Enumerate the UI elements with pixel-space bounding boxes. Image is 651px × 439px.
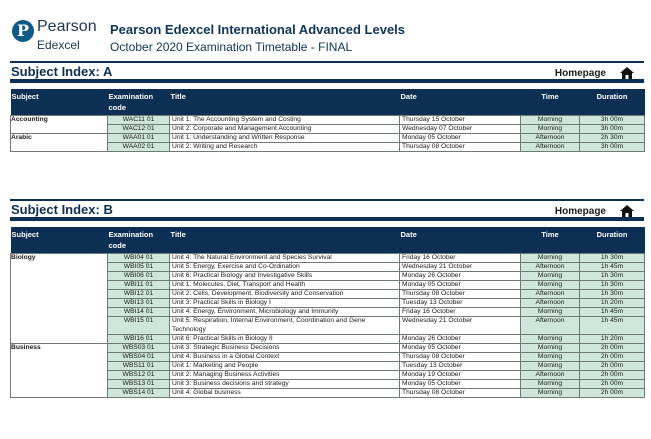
col-subject: Subject: [11, 89, 108, 116]
title-cell: Unit 2: Managing Business Activities: [170, 371, 400, 380]
code-cell: WBI06 01: [108, 272, 170, 281]
col-subject: Subject: [11, 227, 108, 254]
date-cell: Monday 26 October: [400, 272, 521, 281]
table-header-row: [11, 89, 645, 116]
date-cell: Thursday 15 October: [400, 116, 521, 125]
table-row: [11, 281, 645, 290]
table-row: [11, 335, 645, 344]
code-cell: WAA02 01: [108, 143, 170, 152]
time-cell: Morning: [521, 353, 580, 362]
duration-cell: 2h 30m: [580, 134, 645, 143]
table-row: [11, 371, 645, 380]
code-cell: WBI12 01: [108, 290, 170, 299]
col-date: Date: [400, 227, 521, 254]
date-cell: Thursday 08 October: [400, 290, 521, 299]
subject-cell: [11, 371, 108, 380]
col-title: Title: [170, 227, 400, 254]
code-cell: WBS14 01: [108, 389, 170, 398]
title-cell: Unit 2: Writing and Research: [170, 143, 400, 152]
duration-cell: 2h 00m: [580, 380, 645, 389]
col-time: Time: [521, 227, 580, 254]
code-cell: WBI05 01: [108, 263, 170, 272]
logo-pearson-text: Pearson: [37, 18, 97, 35]
table-row: [11, 263, 645, 272]
subject-cell: [11, 299, 108, 308]
duration-cell: 3h 00m: [580, 125, 645, 134]
table-row: [11, 272, 645, 281]
date-cell: Wednesday 07 October: [400, 125, 521, 134]
title-cell: Unit 4: The Natural Environment and Species Survival: [170, 254, 400, 263]
time-cell: Afternoon: [521, 143, 580, 152]
duration-cell: 1h 45m: [580, 263, 645, 272]
duration-cell: 2h 00m: [580, 362, 645, 371]
subject-cell: [11, 263, 108, 272]
table-row: [11, 308, 645, 317]
table-row: [11, 134, 645, 143]
col-code: Examination code: [108, 89, 170, 116]
code-cell: WAC12 01: [108, 125, 170, 134]
table-row: [11, 353, 645, 362]
logo-edexcel-text: Edexcel: [37, 38, 80, 52]
title-cell: Unit 3: Practical Skills in Biology I: [170, 299, 400, 308]
code-cell: WBS12 01: [108, 371, 170, 380]
duration-cell: 2h 00m: [580, 353, 645, 362]
code-cell: WBI15 01: [108, 317, 170, 335]
date-cell: Wednesday 21 October: [400, 317, 521, 335]
time-cell: Morning: [521, 344, 580, 353]
duration-cell: 1h 20m: [580, 335, 645, 344]
title-cell: Unit 6: Practical Biology and Investigative Skills: [170, 272, 400, 281]
homepage-link[interactable]: Homepage: [554, 68, 606, 79]
code-cell: WBS03 01: [108, 344, 170, 353]
date-cell: Thursday 08 October: [400, 143, 521, 152]
date-cell: Monday 26 October: [400, 335, 521, 344]
subject-cell: [11, 389, 108, 398]
table-row: [11, 290, 645, 299]
table-row: [11, 380, 645, 389]
code-cell: WAC11 01: [108, 116, 170, 125]
title-cell: Unit 1: Understanding and Written Response: [170, 134, 400, 143]
table-row: [11, 254, 645, 263]
title-cell: Unit 2: Cells, Development, Biodiversity and Conservation: [170, 290, 400, 299]
section-b-header: [10, 199, 644, 221]
time-cell: Afternoon: [521, 290, 580, 299]
subject-cell: [11, 290, 108, 299]
duration-cell: 3h 00m: [580, 143, 645, 152]
section-b-title: Subject Index: B: [11, 202, 113, 217]
time-cell: Morning: [521, 362, 580, 371]
home-icon[interactable]: [620, 67, 634, 79]
col-title: Title: [170, 89, 400, 116]
code-cell: WBI11 01: [108, 281, 170, 290]
time-cell: Afternoon: [521, 263, 580, 272]
date-cell: Monday 05 October: [400, 344, 521, 353]
date-cell: Thursday 08 October: [400, 389, 521, 398]
time-cell: Morning: [521, 281, 580, 290]
duration-cell: 1h 45m: [580, 308, 645, 317]
time-cell: Morning: [521, 380, 580, 389]
title-cell: Unit 2: Corporate and Management Accounting: [170, 125, 400, 134]
time-cell: Afternoon: [521, 317, 580, 335]
duration-cell: 2h 00m: [580, 344, 645, 353]
date-cell: Monday 19 October: [400, 371, 521, 380]
subject-cell: [11, 317, 108, 335]
time-cell: Morning: [521, 254, 580, 263]
title-cell: Unit 1: Molecules, Diet, Transport and Health: [170, 281, 400, 290]
col-duration: Duration: [580, 227, 645, 254]
col-time: Time: [521, 89, 580, 116]
code-cell: WBS04 01: [108, 353, 170, 362]
time-cell: Morning: [521, 116, 580, 125]
subject-cell: [11, 272, 108, 281]
title-cell: Unit 4: Energy, Environment, Microbiology and Immunity: [170, 308, 400, 317]
duration-cell: 3h 00m: [580, 116, 645, 125]
code-cell: WBI14 01: [108, 308, 170, 317]
table-row: [11, 125, 645, 134]
subject-cell: [11, 362, 108, 371]
subject-cell: [11, 335, 108, 344]
subject-cell: [11, 125, 108, 134]
time-cell: Morning: [521, 389, 580, 398]
date-cell: Tuesday 13 October: [400, 299, 521, 308]
duration-cell: 2h 00m: [580, 389, 645, 398]
col-code: Examination code: [108, 227, 170, 254]
title-cell: Unit 3: Business decisions and strategy: [170, 380, 400, 389]
date-cell: Monday 05 October: [400, 380, 521, 389]
title-cell: Unit 4: Global business: [170, 389, 400, 398]
date-cell: Friday 16 October: [400, 254, 521, 263]
time-cell: Morning: [521, 308, 580, 317]
table-row: [11, 317, 645, 335]
duration-cell: 1h 20m: [580, 299, 645, 308]
duration-cell: 1h 30m: [580, 272, 645, 281]
subject-cell: Business: [11, 344, 108, 353]
code-cell: WBS13 01: [108, 380, 170, 389]
subject-cell: [11, 380, 108, 389]
col-date: Date: [400, 89, 521, 116]
duration-cell: 1h 30m: [580, 254, 645, 263]
title-cell: Unit 5: Energy, Exercise and Co-Ordination: [170, 263, 400, 272]
table-row: [11, 362, 645, 371]
subject-cell: [11, 143, 108, 152]
duration-cell: 1h 30m: [580, 281, 645, 290]
title-cell: Unit 1: The Accounting System and Costing: [170, 116, 400, 125]
title-cell: Unit 1: Marketing and People: [170, 362, 400, 371]
table-header-row: [11, 227, 645, 254]
page-title: Pearson Edexcel International Advanced Levels: [110, 22, 406, 37]
time-cell: Afternoon: [521, 371, 580, 380]
code-cell: WBS11 01: [108, 362, 170, 371]
duration-cell: 1h 45m: [580, 317, 645, 335]
date-cell: Thursday 08 October: [400, 353, 521, 362]
title-cell: Unit 5: Respiration, Internal Environment, Coordination and Gene Technology: [170, 317, 400, 335]
subject-cell: [11, 281, 108, 290]
subject-cell: Biology: [11, 254, 108, 263]
title-cell: Unit 3: Strategic Business Decisions: [170, 344, 400, 353]
homepage-link[interactable]: Homepage: [554, 206, 606, 217]
date-cell: Monday 05 October: [400, 134, 521, 143]
section-a: [10, 61, 644, 152]
date-cell: Tuesday 13 October: [400, 362, 521, 371]
code-cell: WBI16 01: [108, 335, 170, 344]
table-row: [11, 389, 645, 398]
code-cell: WBI13 01: [108, 299, 170, 308]
title-cell: Unit 6: Practical Skills in Biology II: [170, 335, 400, 344]
date-cell: Wednesday 21 October: [400, 263, 521, 272]
subject-cell: Arabic: [11, 134, 108, 143]
time-cell: Morning: [521, 272, 580, 281]
table-row: [11, 344, 645, 353]
table-row: [11, 299, 645, 308]
time-cell: Afternoon: [521, 134, 580, 143]
code-cell: WBI04 01: [108, 254, 170, 263]
time-cell: Afternoon: [521, 299, 580, 308]
table-row: [11, 143, 645, 152]
code-cell: WAA01 01: [108, 134, 170, 143]
subject-cell: [11, 308, 108, 317]
date-cell: Monday 05 October: [400, 281, 521, 290]
title-cell: Unit 4: Business in a Global Context: [170, 353, 400, 362]
section-b: [10, 199, 644, 398]
duration-cell: 2h 00m: [580, 371, 645, 380]
duration-cell: 1h 30m: [580, 290, 645, 299]
time-cell: Morning: [521, 125, 580, 134]
section-b-table: [10, 227, 645, 398]
section-a-title: Subject Index: A: [11, 64, 113, 79]
col-duration: Duration: [580, 89, 645, 116]
page-header: [0, 0, 651, 58]
subject-cell: Accounting: [11, 116, 108, 125]
page-subtitle: October 2020 Examination Timetable - FINAL: [110, 40, 353, 54]
section-a-table: [10, 89, 645, 152]
subject-cell: [11, 353, 108, 362]
time-cell: Morning: [521, 335, 580, 344]
section-a-header: [10, 61, 644, 83]
table-row: [11, 116, 645, 125]
pearson-logo-icon: P: [12, 20, 34, 42]
date-cell: Friday 16 October: [400, 308, 521, 317]
home-icon[interactable]: [620, 205, 634, 217]
